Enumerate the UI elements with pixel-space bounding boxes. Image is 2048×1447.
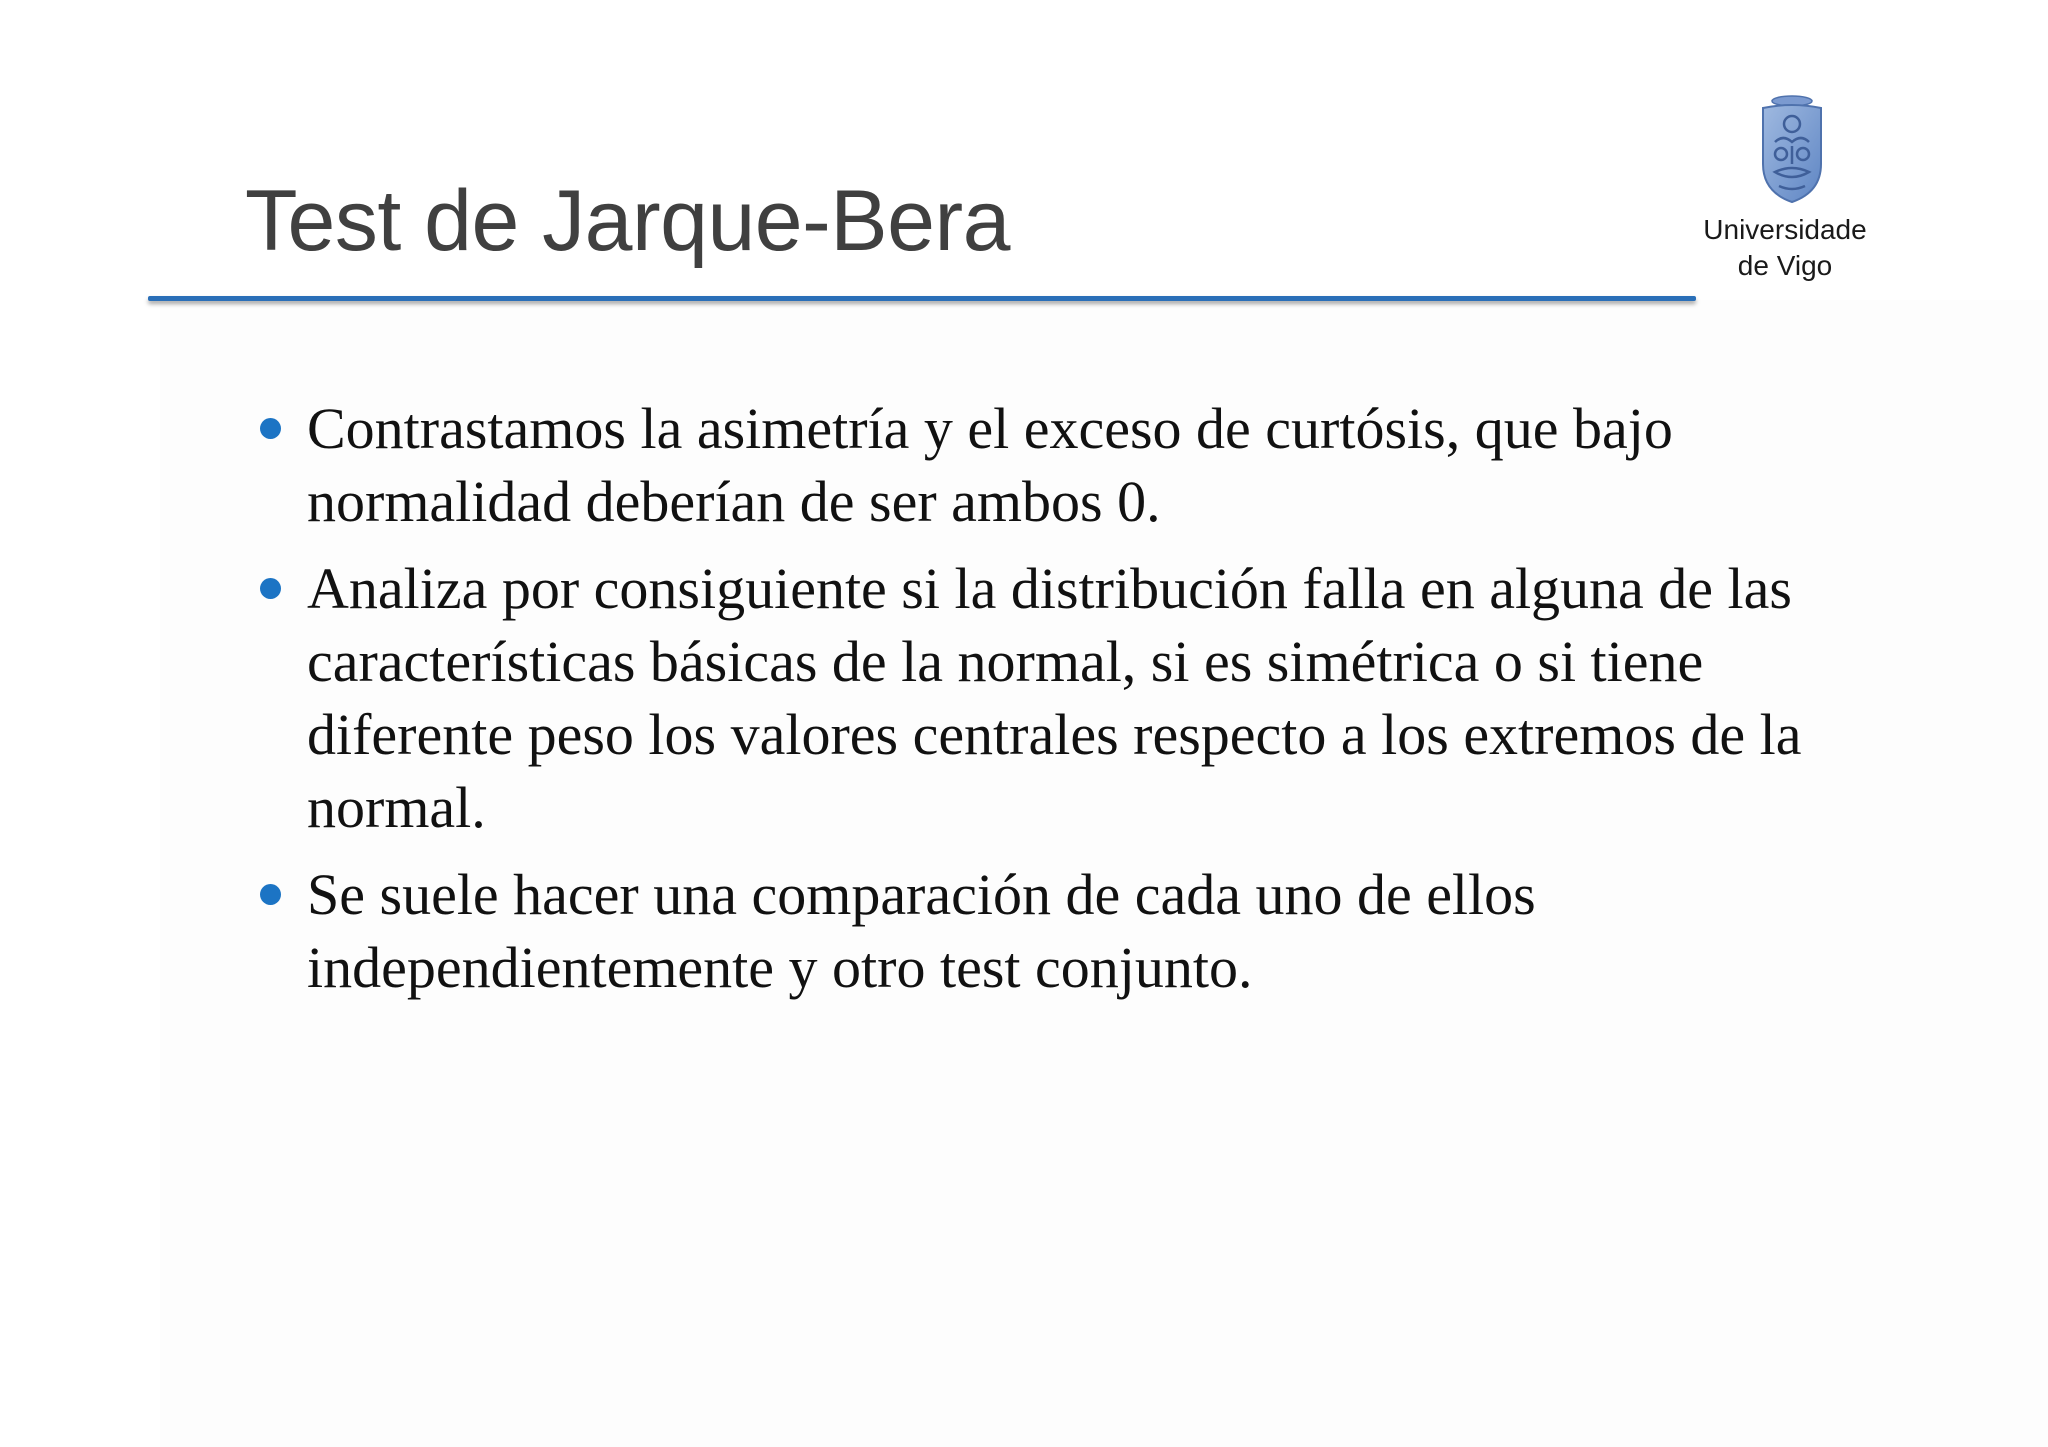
bullet-text: Analiza por consiguiente si la distribución falla en alguna de las características básicas de la normal, si es simétrica o si tiene diferente peso los valores centrales respecto a los extremos de la normal. (307, 556, 1802, 840)
bullet-item (255, 552, 1815, 844)
title-divider (148, 296, 1696, 301)
bullet-list (255, 392, 1815, 1018)
university-name-line2: de Vigo (1737, 250, 1833, 281)
slide-title: Test de Jarque-Bera (245, 173, 1010, 269)
bullet-item (255, 392, 1815, 538)
university-logo (1690, 90, 1880, 290)
bullet-dot-icon (260, 418, 281, 439)
bullet-text: Contrastamos la asimetría y el exceso de curtósis, que bajo normalidad deberían de ser ambos 0. (307, 396, 1673, 534)
university-name-line1: Universidade (1703, 214, 1867, 245)
bullet-text: Se suele hacer una comparación de cada uno de ellos independientemente y otro test conjunto. (307, 862, 1536, 1000)
university-crest-icon (1757, 94, 1827, 206)
bullet-dot-icon (260, 884, 281, 905)
bullet-item (255, 858, 1815, 1004)
bullet-dot-icon (260, 578, 281, 599)
university-name (1690, 212, 1880, 284)
